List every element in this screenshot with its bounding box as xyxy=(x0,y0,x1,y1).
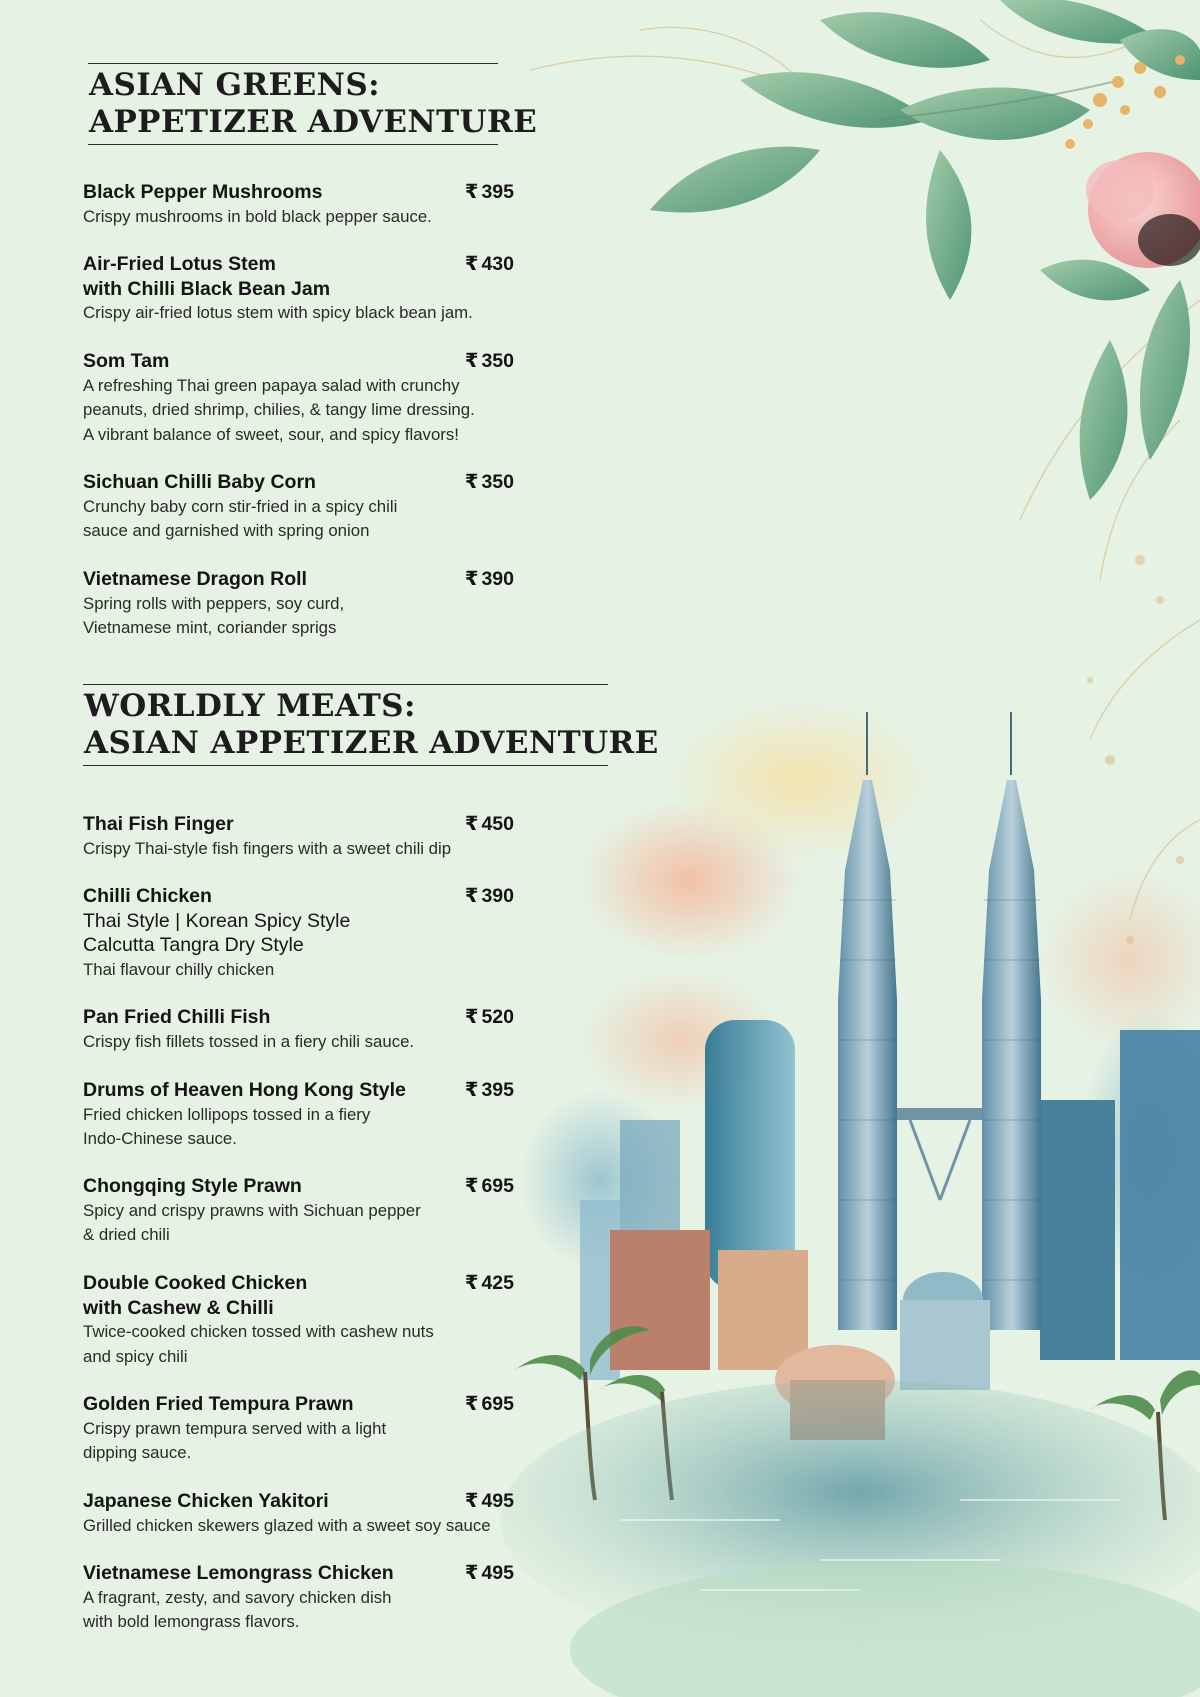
rupee-symbol: ₹ xyxy=(464,568,479,590)
item-name: Vietnamese Lemongrass Chicken xyxy=(83,1562,394,1584)
section-title-line: APPETIZER ADVENTURE xyxy=(89,104,538,140)
menu-item-black-pepper-mushrooms xyxy=(83,180,523,229)
rupee-symbol: ₹ xyxy=(464,1272,479,1294)
menu-item-chongqing-style-prawn xyxy=(83,1174,523,1248)
item-price: ₹ 430 xyxy=(464,253,514,275)
menu-item-double-cooked-chicken xyxy=(83,1271,523,1369)
item-style-option: Calcutta Tangra Dry Style xyxy=(83,934,304,956)
item-description: Crispy Thai-style fish fingers with a sweet chili dip xyxy=(83,838,452,858)
item-price: ₹ 495 xyxy=(464,1562,514,1584)
item-description: dipping sauce. xyxy=(83,1443,192,1462)
item-name: Thai Fish Finger xyxy=(83,813,234,835)
item-description: A vibrant balance of sweet, sour, and spicy flavors! xyxy=(83,424,459,444)
rupee-symbol: ₹ xyxy=(464,885,479,907)
item-name: Black Pepper Mushrooms xyxy=(83,181,323,203)
rupee-symbol: ₹ xyxy=(464,813,479,835)
menu-item-golden-fried-tempura-prawn xyxy=(83,1392,523,1466)
item-description: with bold lemongrass flavors. xyxy=(83,1612,300,1631)
rupee-symbol: ₹ xyxy=(464,471,479,493)
item-price: ₹ 390 xyxy=(464,568,514,590)
menu-item-thai-fish-finger xyxy=(83,812,523,861)
menu-item-vietnamese-lemongrass-chicken xyxy=(83,1561,523,1635)
menu-item-vietnamese-dragon-roll xyxy=(83,567,523,641)
rupee-symbol: ₹ xyxy=(464,1006,479,1028)
rupee-symbol: ₹ xyxy=(464,1562,479,1584)
item-description: Crunchy baby corn stir-fried in a spicy chili xyxy=(83,496,398,516)
rupee-symbol: ₹ xyxy=(464,1079,479,1101)
item-price: ₹ 395 xyxy=(464,181,514,203)
menu-item-sichuan-chilli-baby-corn xyxy=(83,470,523,544)
item-description: A refreshing Thai green papaya salad with crunchy xyxy=(83,375,460,395)
item-description: sauce and garnished with spring onion xyxy=(83,521,370,540)
menu-item-japanese-chicken-yakitori xyxy=(83,1489,533,1538)
item-description: & dried chili xyxy=(83,1225,170,1244)
section-title-line: WORLDLY MEATS: xyxy=(84,688,416,724)
section-title-worldly-meats xyxy=(83,684,659,766)
item-price: ₹ 495 xyxy=(464,1490,514,1512)
item-description: Twice-cooked chicken tossed with cashew nuts xyxy=(83,1322,434,1341)
rupee-symbol: ₹ xyxy=(464,1175,479,1197)
item-name: Double Cooked Chicken xyxy=(83,1272,308,1294)
item-name: with Chilli Black Bean Jam xyxy=(83,277,331,300)
item-name: with Cashew & Chilli xyxy=(83,1296,274,1319)
item-price: ₹ 395 xyxy=(464,1079,514,1101)
item-description: A fragrant, zesty, and savory chicken dish xyxy=(83,1587,392,1607)
item-description: Fried chicken lollipops tossed in a fiery xyxy=(83,1104,371,1124)
item-name: Chilli Chicken xyxy=(83,885,212,907)
item-name: Air-Fried Lotus Stem xyxy=(83,253,276,275)
menu-item-pan-fried-chilli-fish xyxy=(83,1005,523,1054)
section-title-line: ASIAN APPETIZER ADVENTURE xyxy=(84,725,659,761)
rupee-symbol: ₹ xyxy=(464,350,479,372)
item-price: ₹ 450 xyxy=(464,813,514,835)
menu-item-som-tam xyxy=(83,349,523,447)
section-title-asian-greens xyxy=(88,63,538,145)
item-name: Vietnamese Dragon Roll xyxy=(83,568,307,590)
rupee-symbol: ₹ xyxy=(464,1490,479,1512)
item-name: Golden Fried Tempura Prawn xyxy=(83,1393,354,1415)
menu-item-air-fried-lotus-stem xyxy=(83,252,523,326)
menu-item-chilli-chicken xyxy=(83,884,523,982)
item-price: ₹ 425 xyxy=(464,1272,514,1294)
item-description: Spicy and crispy prawns with Sichuan pepper xyxy=(83,1200,421,1220)
item-description: Crispy prawn tempura served with a light xyxy=(83,1418,387,1438)
item-name: Sichuan Chilli Baby Corn xyxy=(83,471,316,493)
item-name: Som Tam xyxy=(83,350,170,372)
item-price: ₹ 520 xyxy=(464,1006,514,1028)
menu-item-drums-of-heaven xyxy=(83,1078,523,1152)
rupee-symbol: ₹ xyxy=(464,181,479,203)
item-price: ₹ 695 xyxy=(464,1175,514,1197)
item-description: and spicy chili xyxy=(83,1346,188,1366)
item-price: ₹ 390 xyxy=(464,885,514,907)
item-description: Grilled chicken skewers glazed with a sweet soy sauce xyxy=(83,1515,491,1535)
item-description: Thai flavour chilly chicken xyxy=(83,959,275,979)
rupee-symbol: ₹ xyxy=(464,253,479,275)
rupee-symbol: ₹ xyxy=(464,1393,479,1415)
item-description: Vietnamese mint, coriander sprigs xyxy=(83,618,337,637)
item-style-option: Thai Style | Korean Spicy Style xyxy=(83,909,351,932)
item-name: Japanese Chicken Yakitori xyxy=(83,1490,329,1512)
item-description: Spring rolls with peppers, soy curd, xyxy=(83,593,345,613)
item-price: ₹ 350 xyxy=(464,471,514,493)
item-description: Crispy air-fried lotus stem with spicy black bean jam. xyxy=(83,303,473,322)
item-name: Pan Fried Chilli Fish xyxy=(83,1006,271,1028)
item-description: Indo-Chinese sauce. xyxy=(83,1129,237,1148)
item-name: Drums of Heaven Hong Kong Style xyxy=(83,1079,406,1101)
item-price: ₹ 695 xyxy=(464,1393,514,1415)
section-title-line: ASIAN GREENS: xyxy=(89,67,380,103)
item-price: ₹ 350 xyxy=(464,350,514,372)
item-name: Chongqing Style Prawn xyxy=(83,1175,302,1197)
item-description: Crispy fish fillets tossed in a fiery chili sauce. xyxy=(83,1031,415,1051)
item-description: peanuts, dried shrimp, chilies, & tangy lime dressing. xyxy=(83,400,475,419)
item-description: Crispy mushrooms in bold black pepper sauce. xyxy=(83,206,432,226)
